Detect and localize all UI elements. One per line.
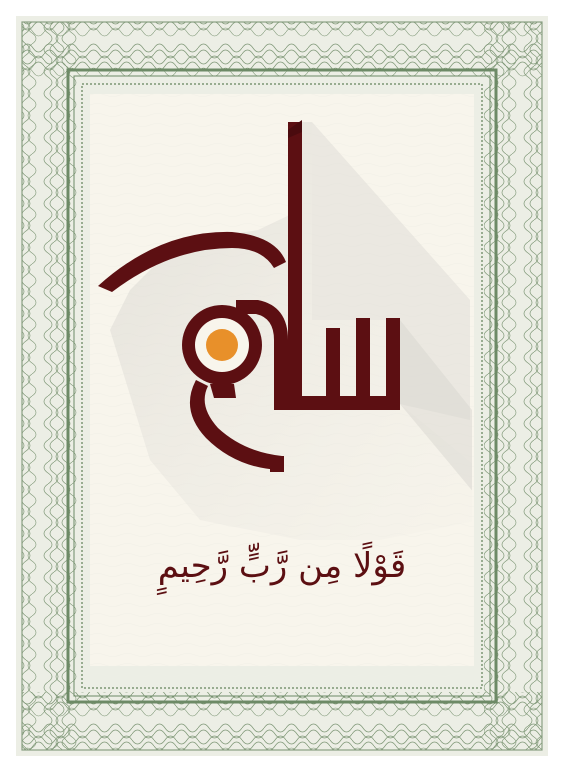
orange-dot: [206, 329, 238, 361]
caption-text: قَوْلًا مِن رَّبٍّ رَّحِيمٍ: [157, 546, 407, 586]
